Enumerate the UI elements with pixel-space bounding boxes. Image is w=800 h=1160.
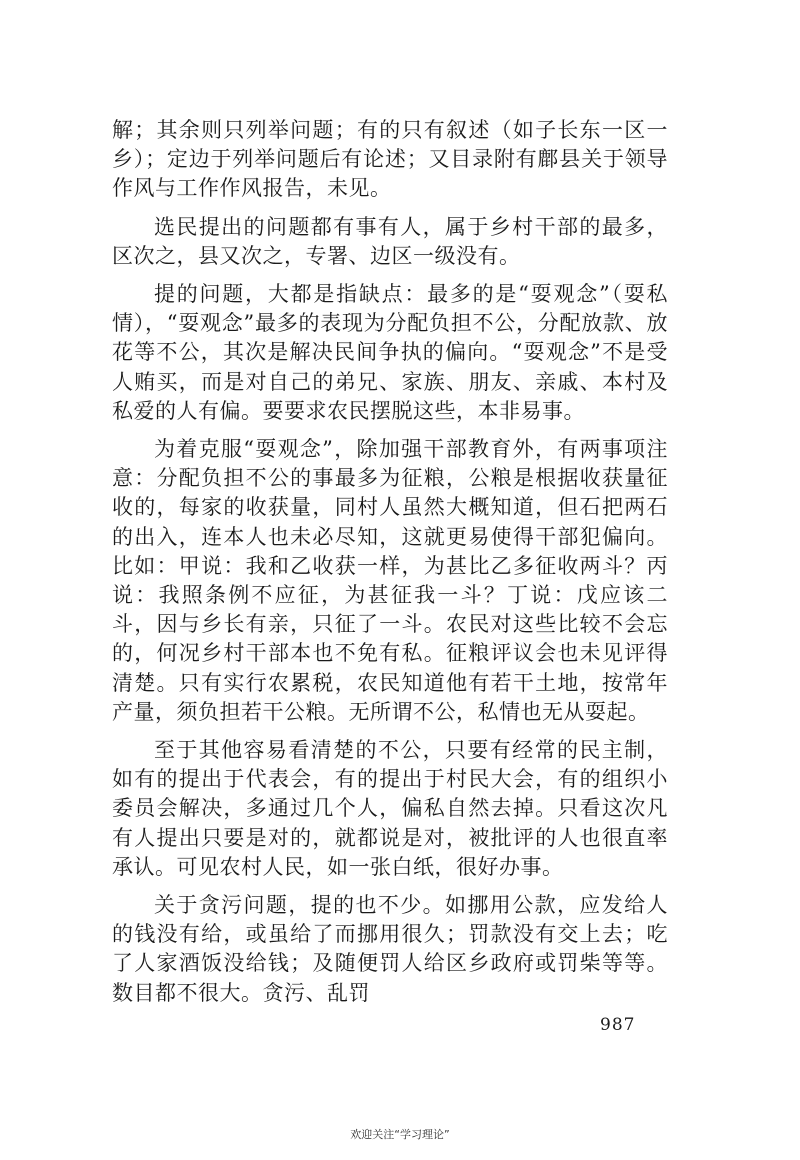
paragraph: 为着克服“耍观念”，除加强干部教育外，有两事项注意：分配负担不公的事最多为征粮，公粮是根据收获量征收的，每家的收获量，同村人虽然大概知道，但石把两石的出入，连本人也未必尽知，这就更易使得干部犯偏向。比如：甲说：我和乙收获一样，为甚比乙多征收两斗？丙说：我照条例不应征，为甚征我一斗？丁说：戊应该二斗，因与乡长有亲，只征了一斗。农民对这些比较不会忘的，何况乡村干部本也不免有私。征粮评议会也未见评得清楚。只有实行农累税，农民知道他有若干土地，按常年产量，须负担若干公粮。无所谓不公，私情也无从耍起。	[112, 437, 668, 724]
paragraph: 选民提出的问题都有事有人，属于乡村干部的最多，区次之，县又次之，专署、边区一级没有。	[112, 214, 668, 268]
page-number: 987	[600, 1015, 636, 1035]
paragraph: 提的问题，大都是指缺点：最多的是“耍观念”（耍私情），“耍观念”最多的表现为分配负担不公，分配放款、放花等不公，其次是解决民间争执的偏向。“耍观念”不是受人贿买，而是对自己的弟兄、家族、朋友、亲戚、本村及私爱的人有偏。要要求农民摆脱这些，本非易事。	[112, 282, 668, 423]
body-text	[112, 116, 668, 1008]
footer-note: 欢迎关注“学习理论”	[350, 1128, 450, 1141]
paragraph-continued: 解；其余则只列举问题；有的只有叙述（如子长东一区一乡）；定边于列举问题后有论述；又目录附有鄜县关于领导作风与工作作风报告，未见。	[112, 118, 668, 201]
paragraph: 关于贪污问题，提的也不少。如挪用公款，应发给人的钱没有给，或虽给了而挪用很久；罚款没有交上去；吃了人家酒饭没给钱；及随便罚人给区乡政府或罚柴等等。数目都不很大。贪污、乱罚	[112, 893, 668, 1005]
paragraph: 至于其他容易看清楚的不公，只要有经常的民主制，如有的提出于代表会，有的提出于村民大会，有的组织小委员会解决，多通过几个人，偏私自然去掉。只看这次凡有人提出只要是对的，就都说是对，被批评的人也很直率承认。可见农村人民，如一张白纸，很好办事。	[112, 738, 668, 879]
